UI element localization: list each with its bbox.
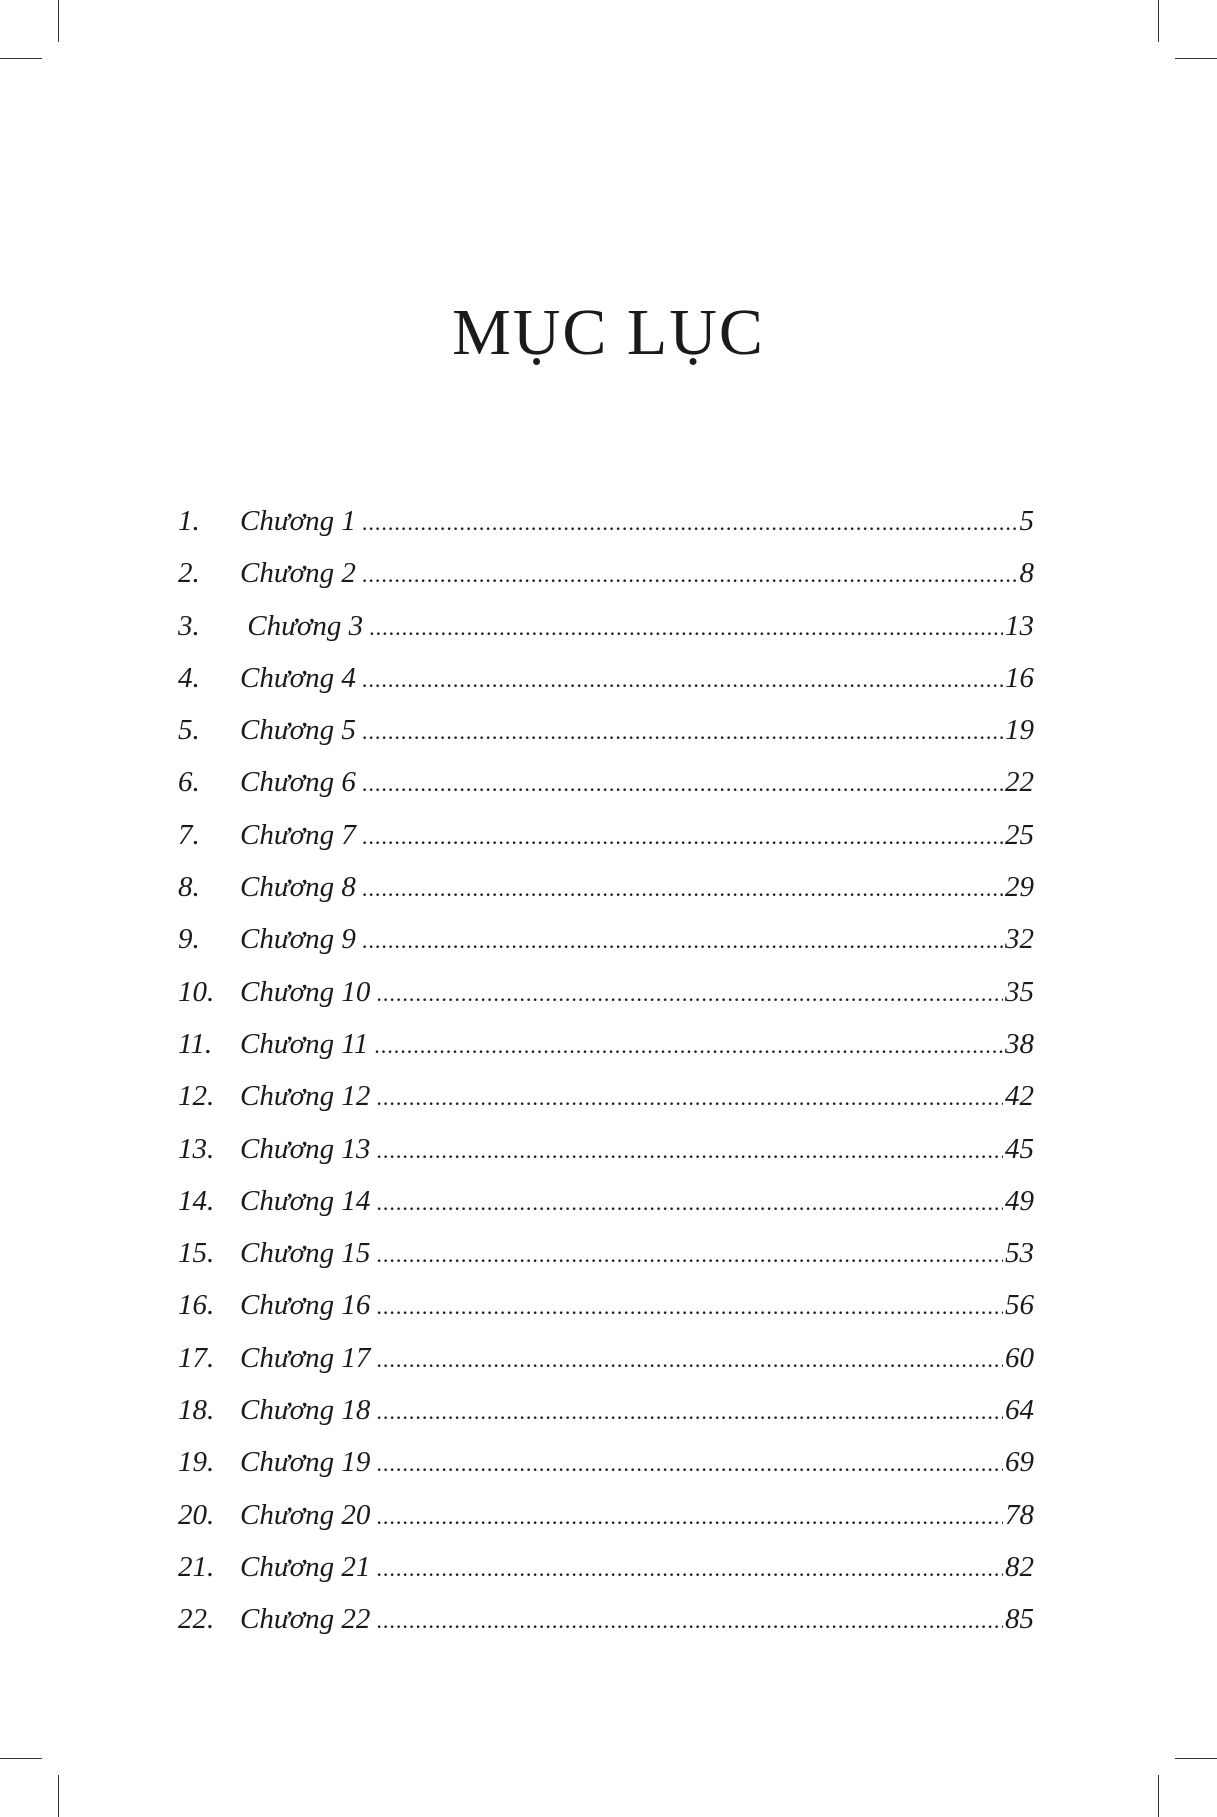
toc-entry-number: 20. [178, 1498, 215, 1531]
toc-dot-leader [376, 1499, 1003, 1532]
toc-entry-page-number: 53 [1005, 1237, 1034, 1270]
toc-entry-title: Chương 9 [240, 923, 356, 956]
toc-entry-number: 3. [178, 609, 200, 642]
toc-entry-title: Chương 6 [240, 766, 356, 799]
toc-entry-title: Chương 13 [240, 1132, 371, 1165]
toc-entry-page-number: 13 [1005, 609, 1034, 642]
toc-entry[interactable] [178, 766, 1034, 818]
toc-entry-number: 21. [178, 1550, 215, 1583]
toc-entry-page-number: 42 [1005, 1080, 1034, 1113]
toc-entry-title: Chương 3 [240, 609, 364, 642]
toc-dot-leader [362, 505, 1018, 538]
toc-dot-leader [362, 923, 1003, 956]
crop-mark-top-right-horizontal [1175, 58, 1217, 59]
toc-entry-title: Chương 21 [240, 1550, 371, 1583]
toc-entry[interactable] [178, 505, 1034, 557]
toc-entry[interactable] [178, 1028, 1034, 1080]
toc-dot-leader [376, 1551, 1003, 1584]
toc-entry-number: 11. [178, 1027, 213, 1060]
toc-entry[interactable] [178, 871, 1034, 923]
toc-entry-title: Chương 11 [240, 1027, 369, 1060]
toc-dot-leader [376, 1080, 1003, 1113]
toc-dot-leader [362, 819, 1003, 852]
toc-entry-page-number: 85 [1005, 1603, 1034, 1636]
toc-entry-page-number: 32 [1005, 923, 1034, 956]
toc-entry-number: 4. [178, 661, 200, 694]
toc-entry-title: Chương 20 [240, 1498, 371, 1531]
toc-dot-leader [369, 610, 1003, 643]
toc-entry[interactable] [178, 662, 1034, 714]
toc-entry-page-number: 78 [1005, 1498, 1034, 1531]
toc-dot-leader [374, 1028, 1003, 1061]
toc-entry-number: 9. [178, 923, 200, 956]
toc-entry-page-number: 45 [1005, 1132, 1034, 1165]
toc-entry-number: 8. [178, 871, 200, 904]
toc-entry-title: Chương 15 [240, 1237, 371, 1270]
toc-entry-title: Chương 1 [240, 505, 356, 537]
toc-entry-title: Chương 8 [240, 871, 356, 904]
toc-entry-title: Chương 18 [240, 1394, 371, 1427]
toc-entry[interactable] [178, 1394, 1034, 1446]
crop-mark-bottom-left-vertical [58, 1775, 59, 1817]
toc-entry-number: 16. [178, 1289, 215, 1322]
toc-dot-leader [376, 1446, 1003, 1479]
toc-entry-number: 1. [178, 505, 200, 537]
toc-entry-title: Chương 2 [240, 557, 356, 590]
toc-entry[interactable] [178, 1551, 1034, 1603]
toc-dot-leader [376, 1289, 1003, 1322]
toc-entry[interactable] [178, 1185, 1034, 1237]
toc-entry[interactable] [178, 923, 1034, 975]
toc-entry[interactable] [178, 1133, 1034, 1185]
toc-entry[interactable] [178, 714, 1034, 766]
toc-entry-number: 13. [178, 1132, 215, 1165]
toc-entry-number: 15. [178, 1237, 215, 1270]
toc-entry-title: Chương 12 [240, 1080, 371, 1113]
crop-mark-bottom-right-vertical [1158, 1775, 1159, 1817]
toc-entry-page-number: 29 [1005, 871, 1034, 904]
toc-entry-number: 5. [178, 714, 200, 747]
crop-mark-top-left-vertical [58, 0, 59, 42]
page-title: MỤC LỤC [452, 296, 765, 369]
toc-entry-page-number: 16 [1005, 661, 1034, 694]
toc-dot-leader [362, 766, 1003, 799]
toc-entry[interactable] [178, 976, 1034, 1028]
toc-entry[interactable] [178, 1603, 1034, 1655]
toc-entry[interactable] [178, 1342, 1034, 1394]
crop-mark-top-left-horizontal [0, 58, 42, 59]
toc-entry[interactable] [178, 1237, 1034, 1289]
toc-entry-page-number: 8 [1019, 557, 1034, 590]
toc-entry-number: 12. [178, 1080, 215, 1113]
toc-dot-leader [376, 976, 1003, 1009]
toc-dot-leader [376, 1394, 1003, 1427]
toc-entry-title: Chương 7 [240, 818, 356, 851]
crop-mark-bottom-left-horizontal [0, 1758, 42, 1759]
toc-entry-number: 6. [178, 766, 200, 799]
toc-entry-number: 19. [178, 1446, 215, 1479]
toc-dot-leader [376, 1237, 1003, 1270]
toc-dot-leader [376, 1342, 1003, 1375]
toc-entry-page-number: 69 [1005, 1446, 1034, 1479]
toc-entry-title: Chương 22 [240, 1603, 371, 1636]
toc-entry-number: 22. [178, 1603, 215, 1636]
toc-entry-page-number: 82 [1005, 1550, 1034, 1583]
toc-entry-title: Chương 10 [240, 975, 371, 1008]
toc-dot-leader [362, 714, 1003, 747]
table-of-contents [178, 505, 1034, 1656]
toc-entry-number: 17. [178, 1341, 215, 1374]
crop-mark-top-right-vertical [1158, 0, 1159, 42]
toc-entry-title: Chương 17 [240, 1341, 371, 1374]
toc-entry-number: 14. [178, 1184, 215, 1217]
toc-entry[interactable] [178, 1446, 1034, 1498]
toc-entry[interactable] [178, 1080, 1034, 1132]
toc-entry-page-number: 64 [1005, 1394, 1034, 1427]
toc-entry-page-number: 56 [1005, 1289, 1034, 1322]
toc-entry[interactable] [178, 819, 1034, 871]
toc-entry-page-number: 60 [1005, 1341, 1034, 1374]
toc-dot-leader [376, 1603, 1003, 1636]
toc-entry-page-number: 38 [1005, 1027, 1034, 1060]
toc-entry-page-number: 25 [1005, 818, 1034, 851]
toc-entry-title: Chương 19 [240, 1446, 371, 1479]
toc-entry-number: 2. [178, 557, 200, 590]
toc-entry-number: 18. [178, 1394, 215, 1427]
toc-entry-page-number: 35 [1005, 975, 1034, 1008]
toc-dot-leader [376, 1133, 1003, 1166]
toc-entry-page-number: 5 [1019, 505, 1034, 537]
toc-entry[interactable] [178, 610, 1034, 662]
toc-entry-title: Chương 16 [240, 1289, 371, 1322]
toc-entry-page-number: 19 [1005, 714, 1034, 747]
toc-entry-page-number: 22 [1005, 766, 1034, 799]
crop-mark-bottom-right-horizontal [1175, 1758, 1217, 1759]
toc-entry-title: Chương 5 [240, 714, 356, 747]
toc-entry[interactable] [178, 557, 1034, 609]
toc-dot-leader [362, 557, 1018, 590]
toc-entry-page-number: 49 [1005, 1184, 1034, 1217]
toc-entry-number: 10. [178, 975, 215, 1008]
toc-entry[interactable] [178, 1499, 1034, 1551]
toc-entry-title: Chương 14 [240, 1184, 371, 1217]
toc-dot-leader [376, 1185, 1003, 1218]
toc-dot-leader [362, 662, 1003, 695]
toc-dot-leader [362, 871, 1003, 904]
toc-entry-title: Chương 4 [240, 661, 356, 694]
toc-entry[interactable] [178, 1289, 1034, 1341]
toc-entry-number: 7. [178, 818, 200, 851]
